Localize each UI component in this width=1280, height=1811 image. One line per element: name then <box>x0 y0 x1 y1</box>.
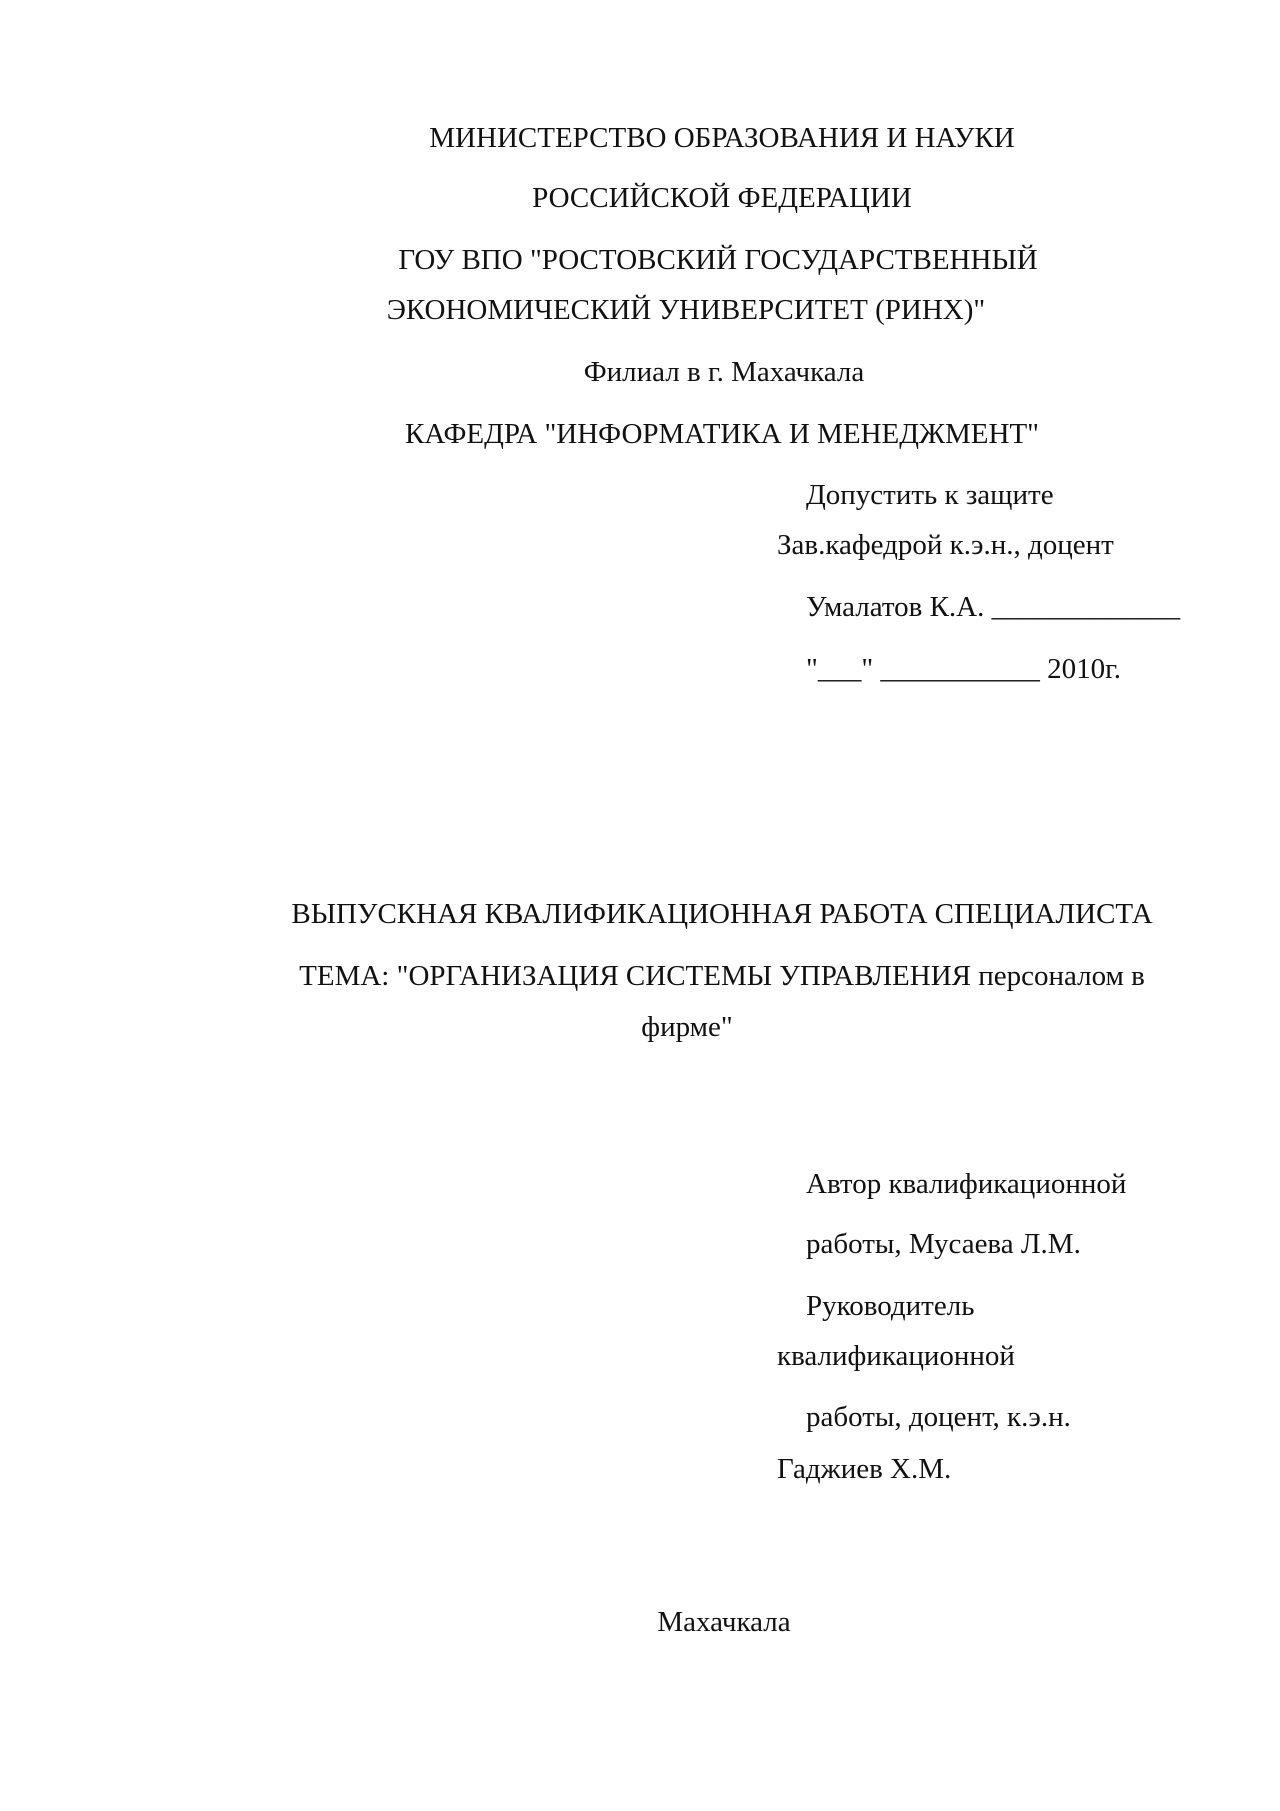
work-topic-line-1: ТЕМА: "ОРГАНИЗАЦИЯ СИСТЕМЫ УПРАВЛЕНИЯ персоналом в <box>299 960 1145 992</box>
department-line: КАФЕДРА "ИНФОРМАТИКА И МЕНЕДЖМЕНТ" <box>404 418 1040 450</box>
approval-line-2: Зав.кафедрой к.э.н., доцент <box>777 529 1114 561</box>
author-line-1: Автор квалификационной <box>806 1168 1127 1200</box>
approval-signature-line: Умалатов К.А. _____________ <box>806 591 1181 623</box>
supervisor-line-1: Руководитель <box>806 1290 975 1322</box>
supervisor-line-2: квалификационной <box>777 1340 1015 1372</box>
city-line: Махачкала <box>657 1606 791 1638</box>
supervisor-line-3: работы, доцент, к.э.н. <box>806 1401 1071 1433</box>
approval-date-line: "___" ___________ 2010г. <box>806 653 1122 685</box>
supervisor-name: Гаджиев Х.М. <box>777 1453 952 1485</box>
author-line-2: работы, Мусаева Л.М. <box>806 1228 1081 1260</box>
university-line-2: ЭКОНОМИЧЕСКИЙ УНИВЕРСИТЕТ (РИНХ)" <box>386 294 986 326</box>
approval-line-1: Допустить к защите <box>806 479 1054 511</box>
ministry-line-1: МИНИСТЕРСТВО ОБРАЗОВАНИЯ И НАУКИ <box>429 122 1015 154</box>
university-line-1: ГОУ ВПО "РОСТОВСКИЙ ГОСУДАРСТВЕННЫЙ <box>398 244 1038 276</box>
ministry-line-2: РОССИЙСКОЙ ФЕДЕРАЦИИ <box>532 182 912 214</box>
work-type: ВЫПУСКНАЯ КВАЛИФИКАЦИОННАЯ РАБОТА СПЕЦИАЛИСТА <box>291 898 1153 930</box>
work-topic-line-2: фирме" <box>641 1011 733 1043</box>
branch-line: Филиал в г. Махачкала <box>583 356 865 388</box>
